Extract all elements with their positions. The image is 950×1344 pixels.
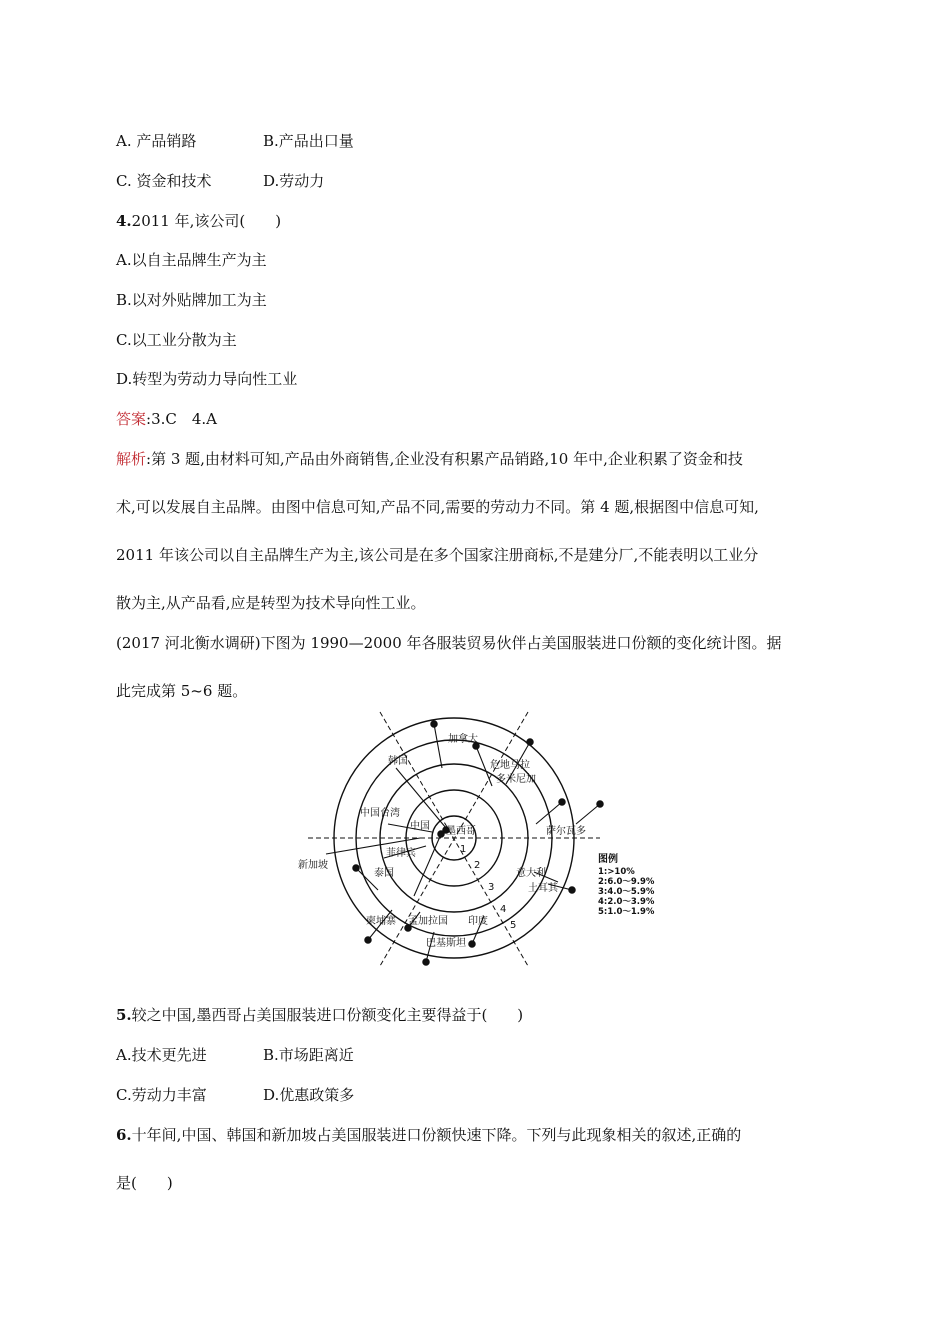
q4-number: 4. [116,212,132,230]
dot-pakistan [423,959,429,965]
dot-china [438,831,444,837]
arrows [326,721,603,965]
dot-salvador-2 [597,801,603,807]
label-italy: 意大利 [516,868,546,879]
dot-thailand [353,865,359,871]
legend-title: 图例 [598,854,618,865]
q5-option-a: A.技术更先进 [116,1046,207,1064]
q5-option-b: B.市场距离近 [263,1046,354,1064]
legend-item-3: 3:4.0～5.9% [598,887,655,897]
q4-option-d: D.转型为劳动力导向性工业 [116,370,298,388]
label-taiwan: 中国台湾 [360,808,400,819]
label-philippines: 菲律宾 [386,848,416,859]
q4-option-a: A.以自主品牌生产为主 [116,251,267,269]
legend [598,852,655,917]
label-singapore: 新加坡 [298,860,328,871]
analysis-line-3: 2011 年该公司以自主品牌生产为主,该公司是在多个国家注册商标,不是建分厂,不能表明以工业分 [116,546,759,564]
q4-option-c: C.以工业分散为主 [116,331,237,349]
label-mexico: 墨西哥 [446,826,476,837]
q5-stem [116,1005,523,1025]
analysis-line-1 [116,449,743,469]
intro-line-2: 此完成第 5~6 题。 [116,682,248,700]
arrow-china [414,832,442,896]
q4-stem-text: 2011 年,该公司( ) [131,212,282,230]
q5-number: 5. [116,1006,132,1024]
analysis-line-2: 术,可以发展自主品牌。由图中信息可知,产品不同,需要的劳动力不同。第 4 题,根据图中信息可知, [116,498,759,516]
arrow-salvador [536,802,562,824]
dot-salvador [559,799,565,805]
dot-cambodia [365,937,371,943]
legend-item-1: 1:>10% [598,867,635,877]
dot-india [469,941,475,947]
q4-option-b: B.以对外贴牌加工为主 [116,291,267,309]
label-salvador: 萨尔瓦多 [546,826,586,837]
analysis-text-1: :第 3 题,由材料可知,产品由外商销售,企业没有积累产品销路,10 年中,企业积累了资金和技 [146,450,743,468]
q4-stem [116,211,281,231]
intro-line-1: (2017 河北衡水调研)下图为 1990—2000 年各服装贸易伙伴占美国服装进口份额的变化统计图。据 [116,634,782,652]
label-india: 印度 [468,916,488,927]
label-dominican: 多米尼加 [496,774,536,785]
arrow-korea [396,768,446,828]
dot-turkey [569,887,575,893]
ring-number-4: 4 [500,904,507,915]
q3-option-d: D.劳动力 [263,172,325,190]
sector-lines [308,712,600,966]
answer-text: :3.C 4.A [146,410,218,428]
label-thailand: 泰国 [374,868,394,879]
ring-number-1: 1 [460,844,467,855]
trade-share-diagram [296,706,656,972]
answer-label: 答案 [116,410,147,428]
dot-canada [431,721,437,727]
q5-option-d: D.优惠政策多 [263,1086,355,1104]
label-bangladesh: 孟加拉国 [408,916,448,927]
q5-stem-text: 较之中国,墨西哥占美国服装进口份额变化主要得益于( ) [131,1006,524,1024]
legend-item-4: 4:2.0～3.9% [598,897,655,907]
q6-stem-2: 是( ) [116,1174,173,1192]
legend-item-5: 5:1.0～1.9% [598,907,655,917]
analysis-line-4: 散为主,从产品看,应是转型为技术导向性工业。 [116,594,426,612]
label-turkey: 土耳其 [528,883,558,894]
ring-number-3: 3 [488,882,495,893]
arrow-canada [434,724,442,768]
ring-number-2: 2 [474,860,481,871]
q3-option-a: A. 产品销路 [116,132,197,150]
label-china: 中国 [410,821,430,832]
label-korea: 韩国 [388,756,408,767]
label-cambodia: 柬埔寨 [366,916,396,927]
ring-number-5: 5 [510,920,517,931]
analysis-label: 解析 [116,450,147,468]
label-guatemala: 危地马拉 [490,760,530,771]
dot-dominican [527,739,533,745]
q6-stem-text: 十年间,中国、韩国和新加坡占美国服装进口份额快速下降。下列与此现象相关的叙述,正确的 [131,1126,742,1144]
label-pakistan: 巴基斯坦 [426,938,466,949]
answer-line [116,409,217,429]
q5-option-c: C.劳动力丰富 [116,1086,207,1104]
q3-option-c: C. 资金和技术 [116,172,212,190]
arrow-salvador-2 [576,804,600,824]
q6-stem-1 [116,1125,741,1145]
legend-item-2: 2:6.0～9.9% [598,877,655,887]
label-canada: 加拿大 [448,734,478,745]
q3-option-b: B.产品出口量 [263,132,354,150]
q6-number: 6. [116,1126,132,1144]
